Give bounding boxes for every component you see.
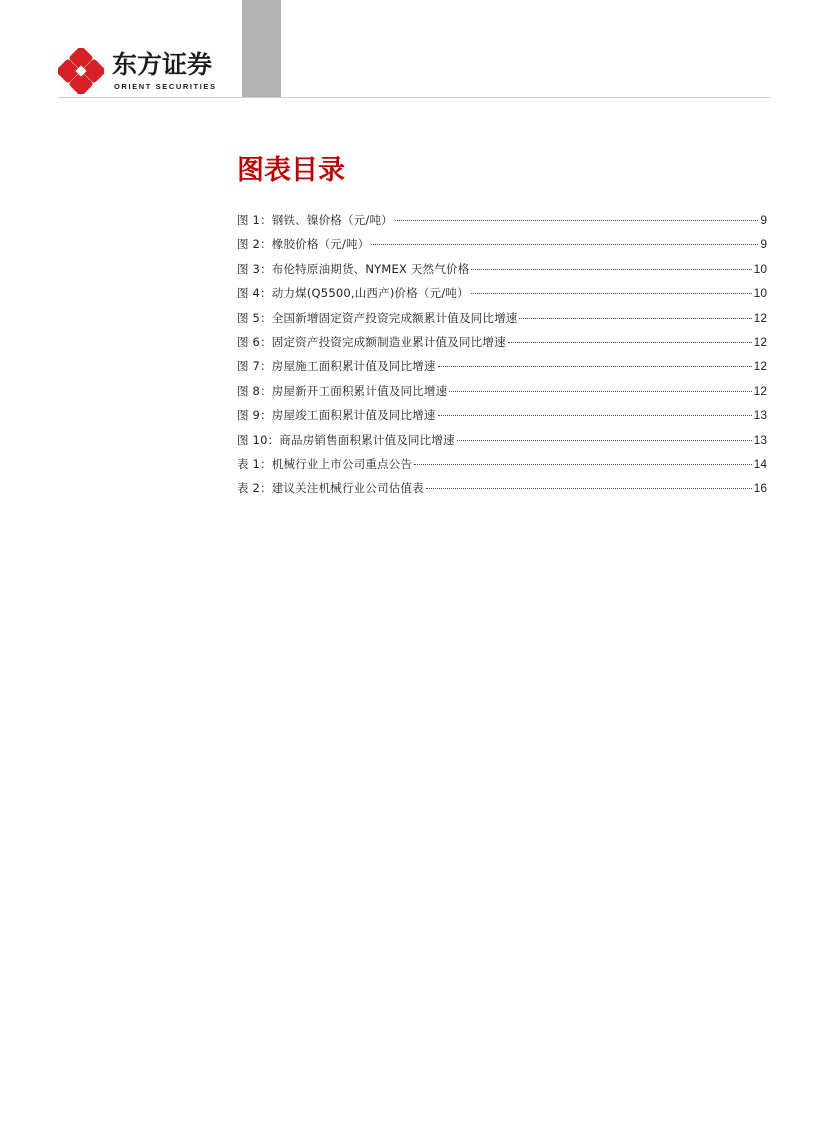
toc-dot-leader — [371, 244, 758, 245]
toc-entry-page: 12 — [753, 310, 767, 325]
toc-entry[interactable] — [237, 383, 767, 407]
toc-entry-label: 图 6：固定资产投资完成额制造业累计值及同比增速 — [237, 334, 506, 349]
toc-entry-label: 图 3：布伦特原油期货、NYMEX 天然气价格 — [237, 261, 470, 276]
toc-entry-label: 图 5：全国新增固定资产投资完成额累计值及同比增速 — [237, 310, 518, 325]
toc-dot-leader — [426, 488, 752, 489]
toc-entry[interactable] — [237, 310, 767, 334]
toc-dot-leader — [438, 415, 752, 416]
toc-dot-leader — [395, 220, 758, 221]
toc-dot-leader — [471, 269, 751, 270]
toc-entry-label: 图 1：钢铁、镍价格（元/吨） — [237, 213, 393, 227]
toc-title: 图表目录 — [237, 155, 345, 186]
toc-list — [237, 212, 767, 505]
toc-entry-label: 图 4：动力煤(Q5500,山西产)价格（元/吨） — [237, 286, 469, 301]
toc-entry[interactable] — [237, 456, 767, 480]
toc-dot-leader — [414, 464, 751, 465]
toc-entry[interactable] — [237, 432, 767, 456]
toc-dot-leader — [471, 293, 752, 294]
toc-entry[interactable] — [237, 212, 767, 236]
toc-entry-page: 9 — [760, 213, 767, 227]
toc-entry[interactable] — [237, 407, 767, 431]
toc-entry-page: 13 — [753, 408, 767, 423]
toc-entry[interactable] — [237, 358, 767, 382]
toc-dot-leader — [508, 342, 752, 343]
orient-securities-logo-icon — [58, 48, 104, 94]
toc-entry[interactable] — [237, 334, 767, 358]
toc-entry-page: 10 — [753, 286, 767, 301]
toc-dot-leader — [438, 366, 752, 367]
toc-entry-page: 10 — [753, 261, 767, 276]
toc-entry-page: 13 — [753, 432, 767, 447]
toc-entry[interactable] — [237, 236, 767, 260]
header-gray-tab — [242, 0, 281, 97]
logo-english-name: ORIENT SECURITIES — [114, 82, 217, 91]
toc-dot-leader — [449, 391, 751, 392]
toc-entry-label: 表 1：机械行业上市公司重点公告 — [237, 456, 413, 471]
toc-dot-leader — [457, 440, 752, 441]
toc-entry-label: 表 2：建议关注机械行业公司估值表 — [237, 481, 424, 496]
toc-entry-page: 12 — [753, 334, 767, 349]
toc-entry[interactable] — [237, 480, 767, 504]
company-logo — [58, 48, 238, 94]
toc-entry-label: 图 7：房屋施工面积累计值及同比增速 — [237, 359, 436, 374]
toc-entry-page: 16 — [753, 481, 767, 496]
toc-entry-page: 14 — [753, 456, 767, 471]
toc-entry-label: 图 8：房屋新开工面积累计值及同比增速 — [237, 383, 448, 398]
toc-entry-page: 12 — [753, 383, 767, 398]
header-divider — [58, 97, 771, 98]
page-header — [0, 0, 827, 100]
toc-entry-page: 9 — [760, 237, 767, 252]
toc-entry-label: 图 9：房屋竣工面积累计值及同比增速 — [237, 408, 436, 423]
toc-entry[interactable] — [237, 261, 767, 285]
toc-entry-label: 图 10：商品房销售面积累计值及同比增速 — [237, 432, 455, 447]
toc-entry-page: 12 — [753, 359, 767, 374]
toc-entry[interactable] — [237, 285, 767, 309]
toc-entry-label: 图 2：橡胶价格（元/吨） — [237, 237, 370, 252]
logo-chinese-name: 东方证券 — [112, 50, 213, 79]
toc-dot-leader — [519, 318, 751, 319]
